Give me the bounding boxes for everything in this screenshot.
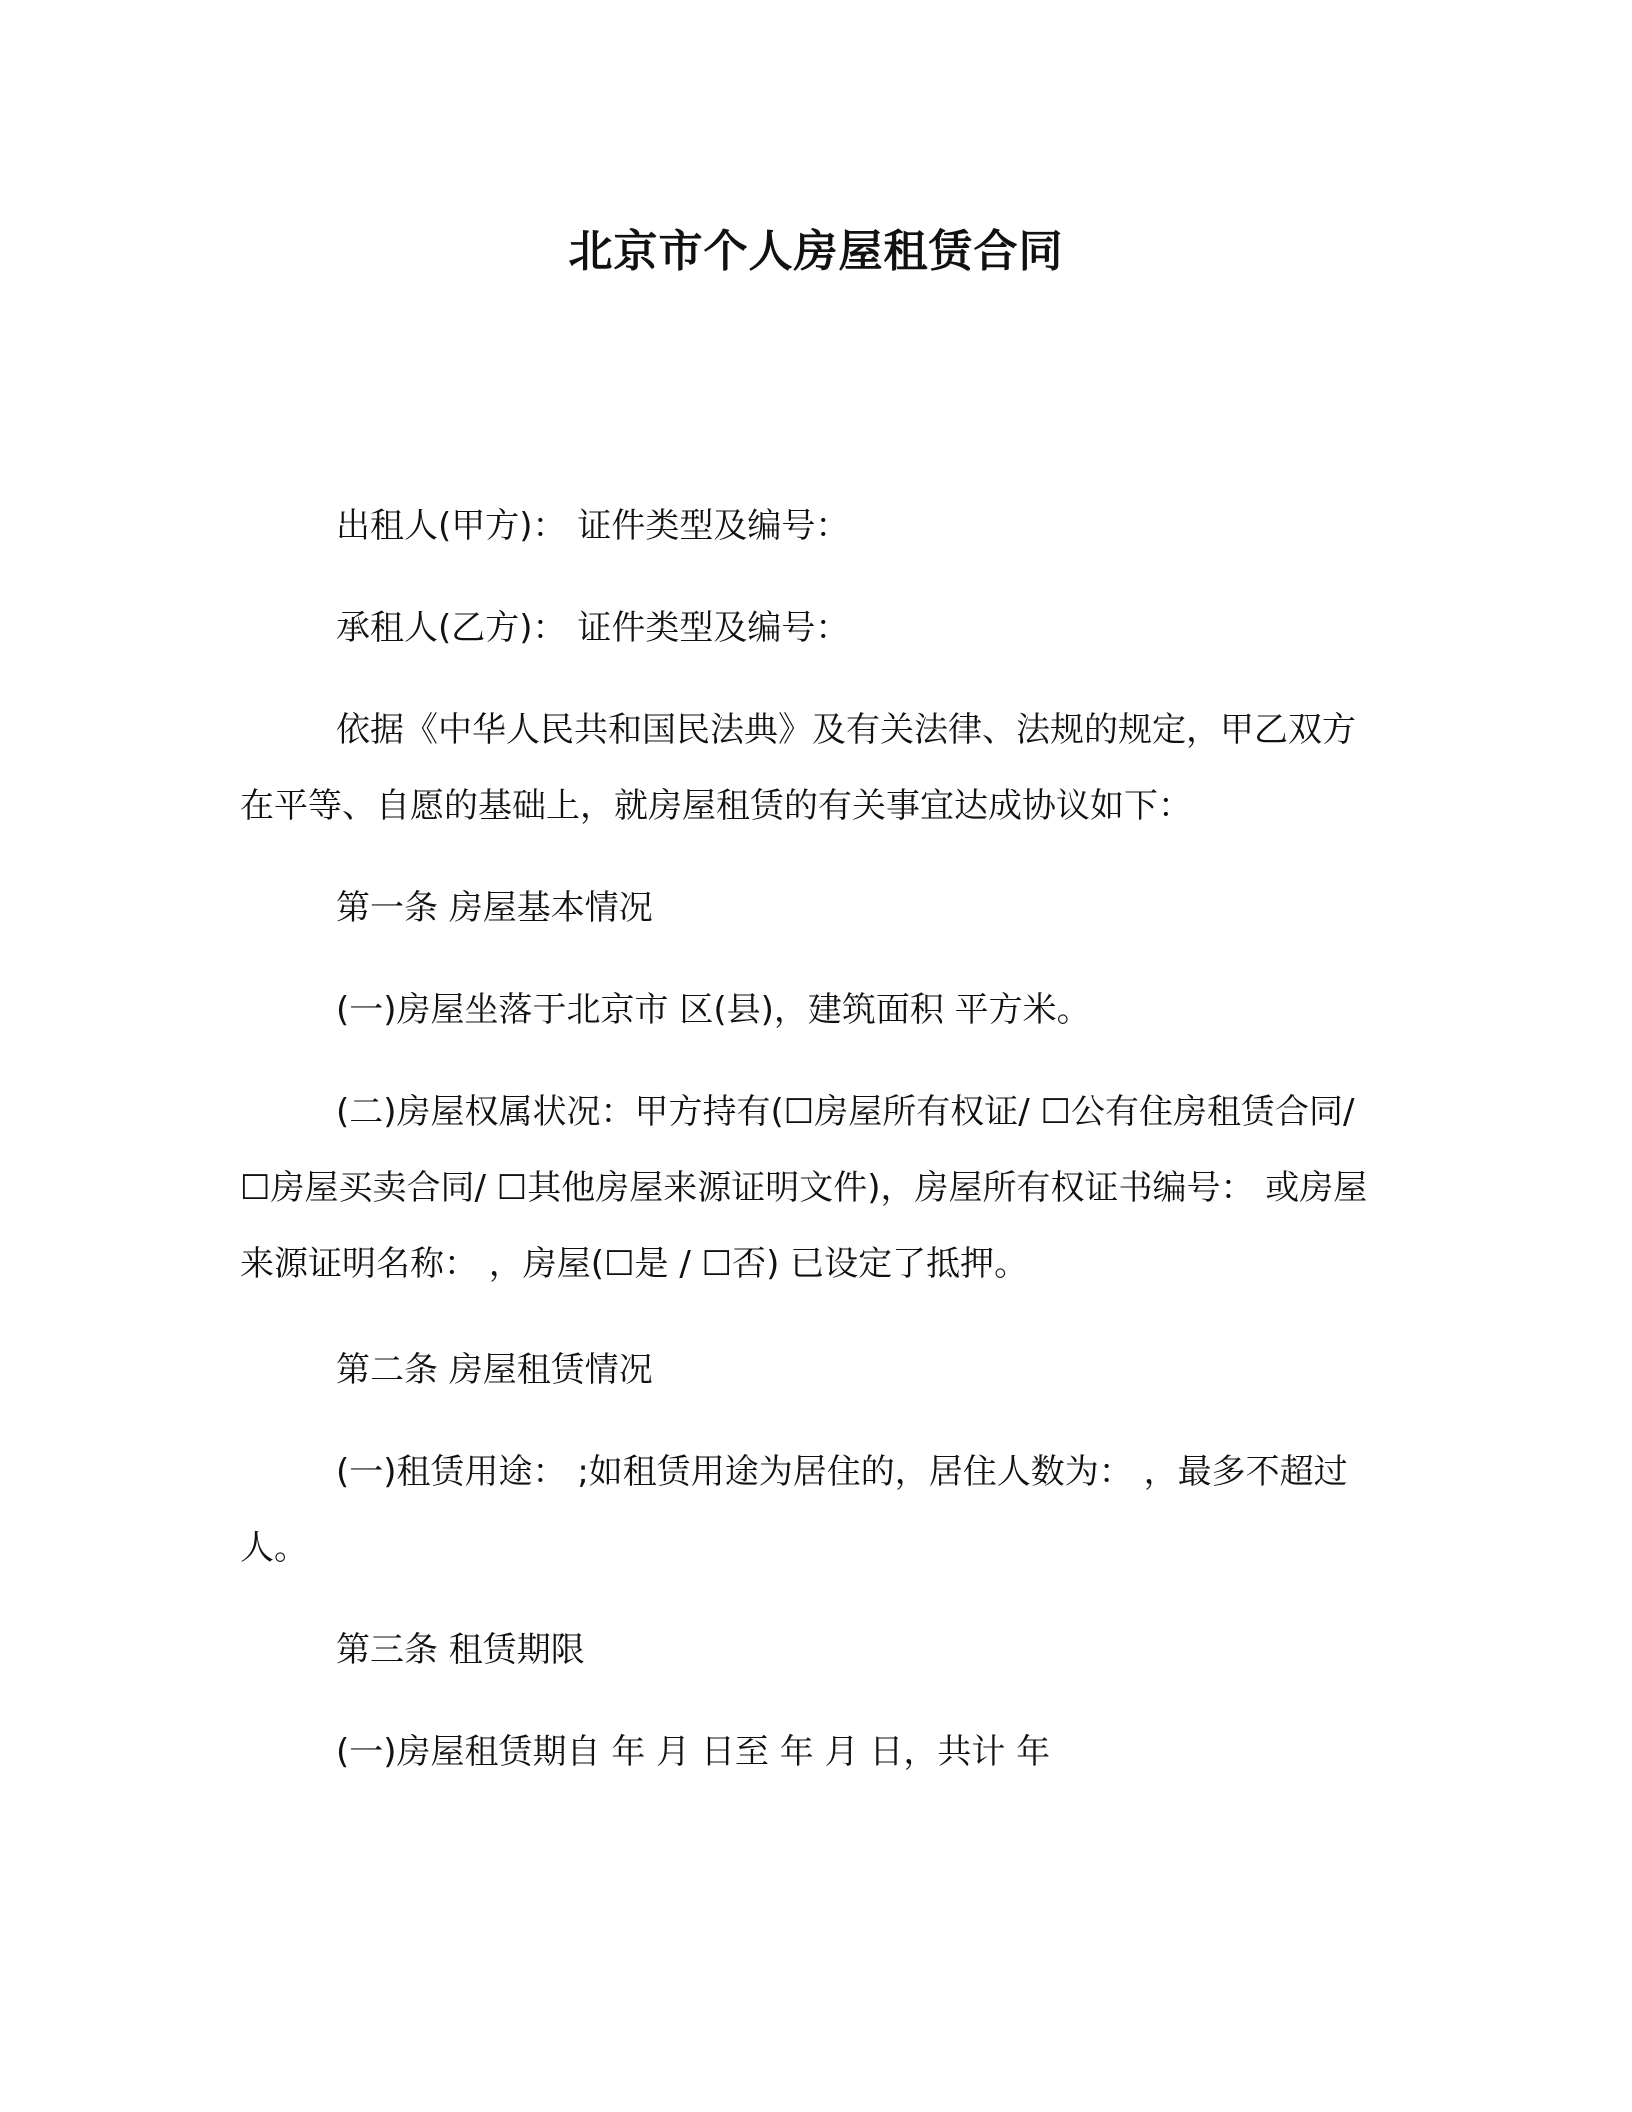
article-3-clause-1: (一)房屋租赁期自 年 月 日至 年 月 日，共计 年 bbox=[336, 1732, 1051, 1772]
article-2-clause-1: (一)租赁用途： ;如租赁用途为居住的，居住人数为： ，最多不超过 人。 bbox=[240, 1452, 1348, 1568]
document-title: 北京市个人房屋租赁合同 bbox=[568, 226, 1064, 277]
article-3-heading: 第三条 租赁期限 bbox=[336, 1630, 585, 1670]
preamble-paragraph: 依据《中华人民共和国民法典》及有关法律、法规的规定，甲乙双方在平等、自愿的基础上，就房屋租赁的有关事宜达成协议如下： bbox=[240, 710, 1356, 826]
lessee-line: 承租人(乙方)： 证件类型及编号： bbox=[336, 608, 850, 648]
article-1-heading: 第一条 房屋基本情况 bbox=[336, 888, 653, 928]
lessor-line: 出租人(甲方)： 证件类型及编号： bbox=[336, 506, 850, 546]
article-1-clause-1: (一)房屋坐落于北京市 区(县)，建筑面积 平方米。 bbox=[336, 990, 1091, 1030]
article-2-heading: 第二条 房屋租赁情况 bbox=[336, 1350, 653, 1390]
article-1-clause-2: (二)房屋权属状况：甲方持有(☐房屋所有权证/ ☐公有住房租赁合同/ ☐房屋买卖合同/ ☐其他房屋来源证明文件)，房屋所有权证书编号： 或房屋来源证明名称： ，房屋(☐是 / ☐否) 已设定了抵押。 bbox=[240, 1092, 1368, 1284]
